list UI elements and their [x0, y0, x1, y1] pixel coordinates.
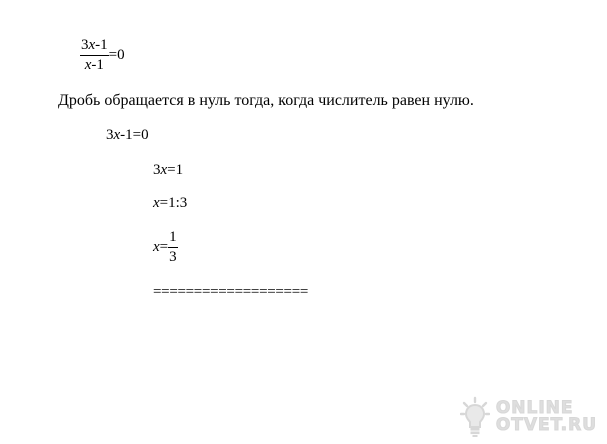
main-fraction — [80, 38, 109, 73]
watermark-line-1: ONLINE — [495, 398, 574, 418]
step4-equals: = — [159, 239, 169, 255]
main-fraction-numerator — [80, 38, 109, 56]
numerator-variable: x — [88, 37, 96, 53]
solution-step-2 — [153, 163, 183, 178]
step1-tail: -1=0 — [120, 127, 149, 143]
explanation-text: Дробь обращается в нуль тогда, когда числитель равен нулю. — [58, 92, 474, 109]
step1-variable: x — [113, 127, 121, 143]
solution-step-4 — [153, 230, 178, 265]
main-equation — [80, 38, 125, 73]
step4-variable: x — [153, 239, 160, 255]
watermark-line-2: OTVET.RU — [495, 415, 597, 435]
step1-coefficient: 3 — [106, 127, 114, 143]
step3-variable: x — [153, 195, 160, 211]
numerator-tail: -1 — [95, 37, 108, 53]
denominator-variable: x — [84, 57, 92, 73]
denominator-tail: -1 — [91, 57, 104, 73]
watermark-text — [496, 400, 597, 434]
step4-fraction — [168, 230, 178, 265]
solution-step-3 — [153, 196, 187, 211]
step3-tail: =1:3 — [159, 195, 188, 211]
step2-coefficient: 3 — [153, 162, 161, 178]
step4-numerator: 1 — [168, 230, 178, 248]
main-fraction-denominator — [80, 56, 109, 73]
numerator-coefficient: 3 — [81, 37, 89, 53]
step4-denominator: 3 — [169, 249, 177, 265]
solution-step-1 — [106, 128, 149, 143]
lightbulb-icon — [460, 396, 490, 438]
separator-line: =================== — [153, 284, 309, 300]
main-equation-rhs: =0 — [108, 47, 125, 63]
step2-variable: x — [160, 162, 168, 178]
watermark — [460, 396, 597, 438]
step2-tail: =1 — [167, 162, 184, 178]
